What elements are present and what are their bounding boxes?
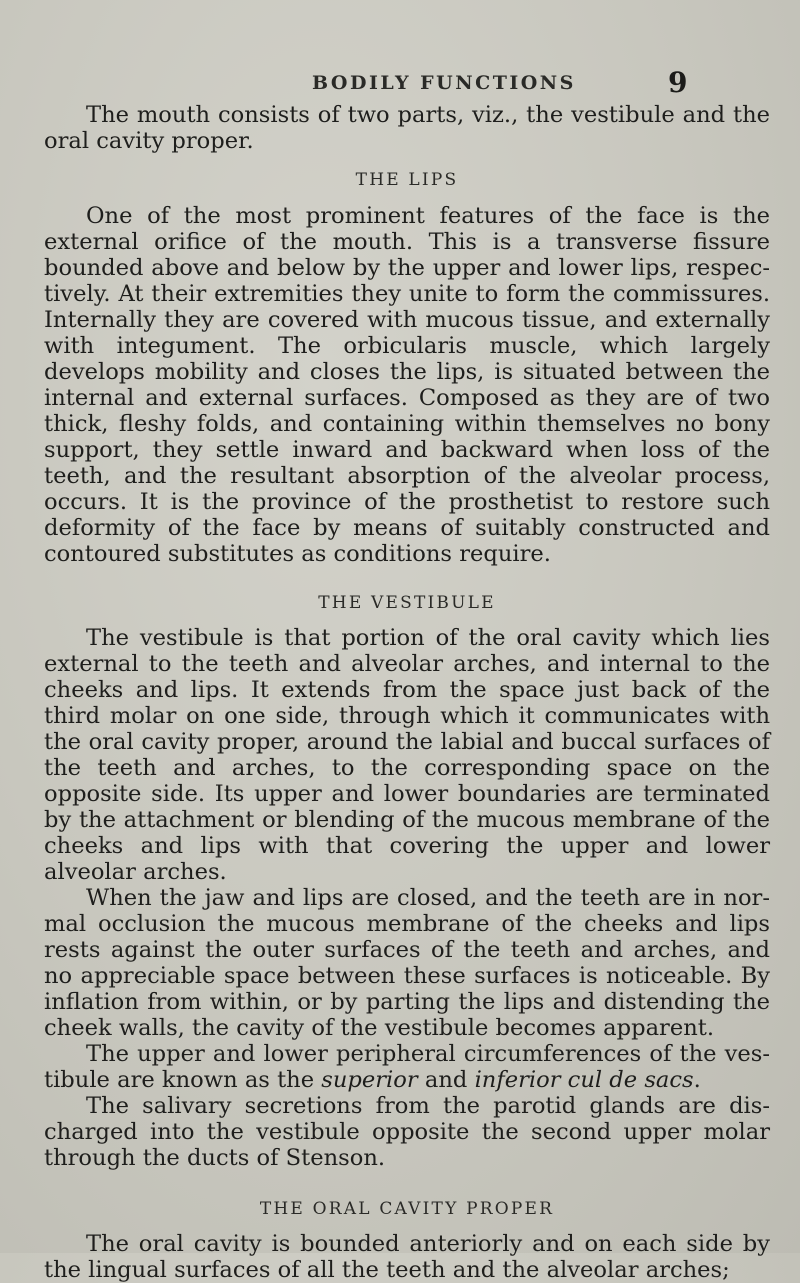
vestibule-paragraph-1: The vestibule is that portion of the oral cavity which lies external to the teeth and alveolar arches, and internal to the cheeks and lips. It extends from the space just back of the third molar on one side, through which it communicates with the oral cavity proper, around the labial and buccal surfaces of the teeth and arches, to the corresponding space on the opposite side. Its upper and lower boundaries are terminated by the attachment or blending of the mucous membrane of the cheeks and lips with that covering the upper and lower alveolar arches. (44, 625, 770, 885)
term-inferior-cul-de-sacs: inferior cul de sacs (474, 1067, 694, 1093)
lips-paragraph: One of the most prominent features of the face is the external orifice of the mouth. This is a transverse fissure bounded above and below by the upper and lower lips, respectively. At their extremities they unite to form the commissures. Internally they are covered with mucous tissue, and externally with integument. The orbicularis muscle, which largely develops mobility and closes the lips, is situated between the internal and external surfaces. Composed as they are of two thick, fleshy folds, and containing within themselves no bony support, they settle inward and backward when loss of the teeth, and the resultant absorption of the alveolar process, occurs. It is the province of the prosthetist to restore such deformity of the face by means of suitably constructed and contoured substitutes as conditions require. (44, 203, 770, 567)
term-superior: superior (321, 1067, 418, 1093)
vestibule-paragraph-2: When the jaw and lips are closed, and the teeth are in normal occlusion the mucous membrane of the cheeks and lips rests against the outer surfaces of the teeth and arches, and no appreciable space between these surfaces is noticeable. By inflation from within, or by parting the lips and distending the cheek walls, the cavity of the vestibule becomes apparent. (44, 885, 770, 1041)
section-heading-oral-cavity: THE ORAL CAVITY PROPER (259, 1199, 555, 1219)
section-heading-lips: THE LIPS (355, 170, 459, 190)
running-head: BODILY FUNCTIONS (312, 72, 576, 94)
paragraph-3-text-middle: and (417, 1067, 475, 1093)
vestibule-paragraph-3 (44, 1041, 770, 1093)
page-number: 9 (668, 66, 688, 99)
paragraph-3-text-end: . (693, 1067, 701, 1093)
section-heading-vestibule: THE VESTIBULE (318, 593, 496, 613)
intro-paragraph: The mouth consists of two parts, viz., the vestibule and the oral cavity proper. (44, 102, 770, 154)
body-text (44, 102, 770, 1283)
oral-cavity-paragraph: The oral cavity is bounded anteriorly and on each side by the lingual surfaces of all the teeth and the alveolar arches; (44, 1231, 770, 1283)
paragraph-3-text-start: The upper and lower peripheral circumferences of the vestibule are known as the (44, 1041, 770, 1093)
vestibule-paragraph-4: The salivary secretions from the parotid glands are discharged into the vestibule opposite the second upper molar through the ducts of Stenson. (44, 1093, 770, 1171)
